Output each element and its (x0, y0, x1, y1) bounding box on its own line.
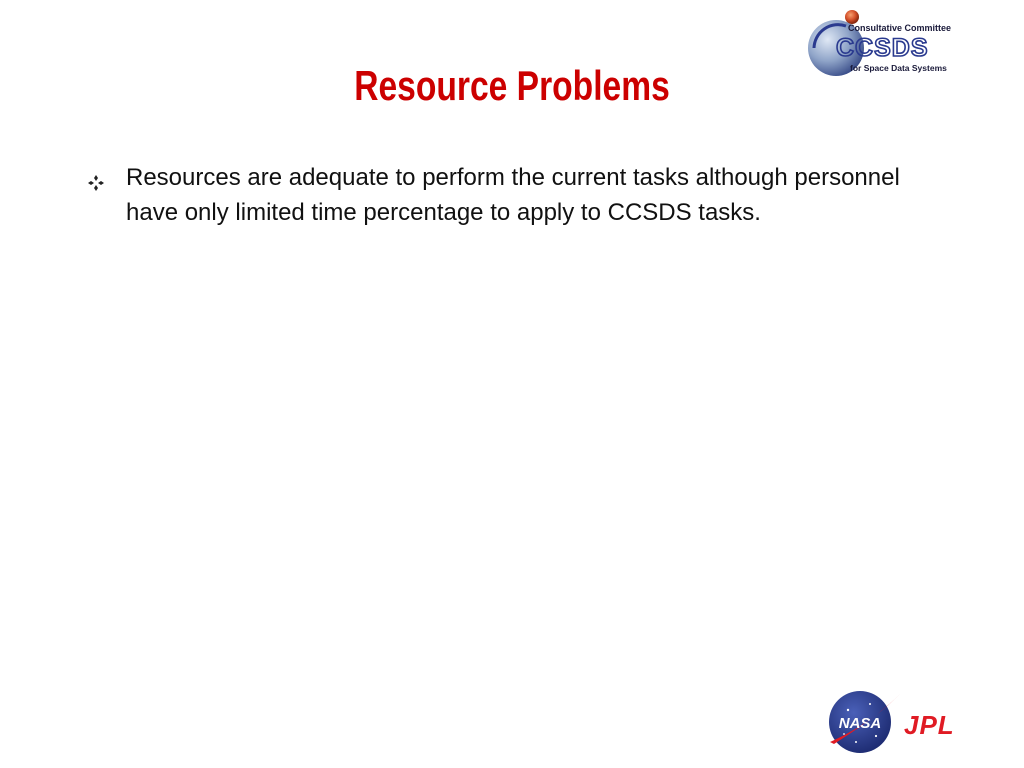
jpl-logo: JPL (904, 710, 955, 740)
footer-logos (826, 688, 986, 760)
nasa-logo (826, 688, 902, 756)
bullet-list (86, 160, 946, 230)
ccsds-line2: for Space Data Systems (850, 63, 947, 73)
ccsds-logo-graphic (800, 6, 962, 80)
ccsds-line1: Consultative Committee (848, 23, 952, 33)
slide-title: Resource Problems (354, 62, 670, 109)
bullet-text: Resources are adequate to perform the current tasks although personnel have only limited time percentage to apply to CCSDS tasks. (126, 164, 900, 226)
orange-sphere (845, 10, 859, 24)
nasa-wordmark: NASA (838, 715, 882, 732)
diamond-quad-bullet-icon (86, 168, 106, 188)
ccsds-logo (800, 6, 962, 80)
bullet-item (86, 160, 946, 230)
ccsds-wordmark: CCSDS (836, 34, 929, 62)
